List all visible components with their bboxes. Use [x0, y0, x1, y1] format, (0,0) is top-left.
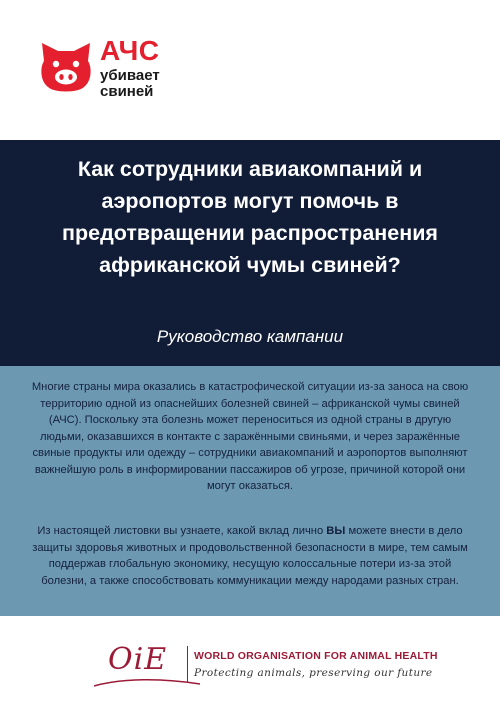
- pig-face-icon: [36, 37, 96, 97]
- brand-text: АЧС: [100, 35, 160, 66]
- header: [0, 0, 500, 140]
- intro-section: [0, 366, 500, 616]
- organisation-tagline: Protecting animals, preserving our future: [194, 667, 433, 679]
- intro-paragraph-1: Многие страны мира оказались в катастрофической ситуации из-за заноса на свою территорию одной из опаснейших болезней свиней – африканской чумы свиней (АЧС). Поскольку эта болезнь может переноситься из одной страны в другую людьми, оказавшихся в контакте с заражёнными свиньями, и через заражённые свиные продукты или одежду – сотрудники авиакомпаний и аэропортов выполняют важнейшую роль в информировании пассажиров об угрозе, причиной которой они могут оказаться.: [31, 381, 469, 492]
- page-subtitle: Руководство кампании: [156, 327, 344, 346]
- brand-line-2: свиней: [100, 83, 154, 100]
- swoosh-icon: [92, 676, 202, 688]
- footer: [0, 616, 500, 707]
- organisation-name: WORLD ORGANISATION FOR ANIMAL HEALTH: [194, 650, 438, 662]
- page-title: Как сотрудники авиакомпаний и аэропортов могут помочь в предотвращении распространения африканской чумы свиней?: [62, 157, 438, 277]
- title-band: [0, 140, 500, 366]
- paragraph-2-text-end: можете внести в дело защиты здоровья животных и продовольственной безопасности в мире, тем самым поддержав глобальную экономику, несущую колоссальные потери из-за этой болезни, а также способствовать коммуникации между народами разных стран.: [32, 525, 468, 587]
- brand-line-1: убивает: [100, 67, 160, 84]
- oie-logo: OiE: [108, 642, 168, 677]
- intro-paragraph-2: [26, 523, 474, 589]
- asf-logo: [36, 37, 176, 101]
- footer-divider: [187, 646, 188, 682]
- paragraph-2-text-start: Из настоящей листовки вы узнаете, какой вклад лично: [37, 525, 327, 537]
- paragraph-2-emphasis: ВЫ: [326, 525, 346, 537]
